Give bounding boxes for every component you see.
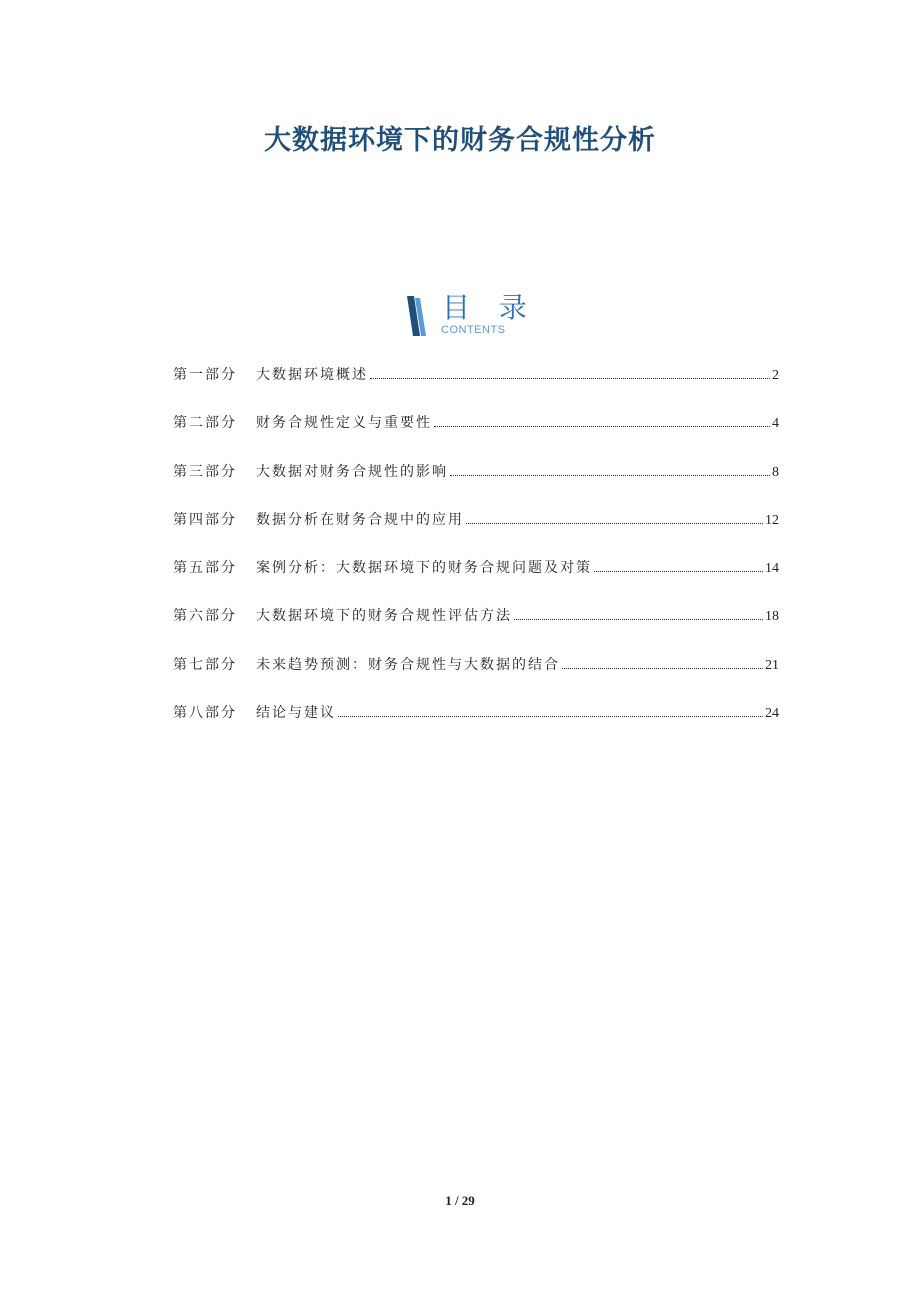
page-number-footer: 1 / 29 bbox=[445, 1193, 475, 1208]
toc-entry-title: 未来趋势预测：财务合规性与大数据的结合 bbox=[256, 656, 560, 673]
toc-page-number: 18 bbox=[765, 609, 779, 625]
toc-page-number: 24 bbox=[765, 706, 779, 722]
toc-entry-title: 财务合规性定义与重要性 bbox=[256, 415, 432, 432]
toc-entry-7[interactable] bbox=[173, 654, 779, 702]
toc-entry-1[interactable] bbox=[173, 364, 779, 412]
toc-page-number: 14 bbox=[765, 561, 779, 577]
toc-leader-dots bbox=[434, 425, 770, 427]
toc-entry-title: 结论与建议 bbox=[256, 705, 336, 722]
document-title: 大数据环境下的财务合规性分析 bbox=[264, 125, 656, 156]
toc-page-number: 4 bbox=[772, 416, 779, 432]
toc-leader-dots bbox=[450, 474, 770, 476]
toc-leader-dots bbox=[514, 618, 763, 620]
toc-entry-3[interactable] bbox=[173, 461, 779, 509]
toc-leader-dots bbox=[370, 377, 770, 379]
toc-part-label: 第一部分 bbox=[173, 367, 237, 383]
toc-leader-dots bbox=[594, 570, 763, 572]
toc-page-number: 21 bbox=[765, 657, 779, 673]
toc-entry-4[interactable] bbox=[173, 509, 779, 557]
toc-part-label: 第二部分 bbox=[173, 415, 237, 432]
toc-entry-6[interactable] bbox=[173, 605, 779, 653]
toc-entry-title: 案例分析：大数据环境下的财务合规问题及对策 bbox=[256, 560, 592, 577]
toc-list bbox=[173, 364, 779, 750]
toc-part-label: 第四部分 bbox=[173, 511, 237, 528]
toc-title: 目 录 bbox=[442, 291, 537, 324]
toc-part-label: 第六部分 bbox=[173, 608, 237, 625]
toc-heading bbox=[405, 292, 545, 340]
toc-entry-title: 大数据环境概述 bbox=[256, 367, 368, 383]
book-stripe-icon bbox=[405, 296, 437, 336]
toc-part-label: 第七部分 bbox=[173, 656, 237, 673]
toc-page-number: 12 bbox=[765, 512, 779, 528]
toc-leader-dots bbox=[466, 522, 763, 524]
toc-leader-dots bbox=[338, 715, 763, 717]
toc-leader-dots bbox=[562, 667, 763, 669]
toc-entry-title: 大数据对财务合规性的影响 bbox=[256, 463, 448, 480]
toc-entry-5[interactable] bbox=[173, 557, 779, 605]
toc-part-label: 第五部分 bbox=[173, 560, 237, 577]
toc-part-label: 第八部分 bbox=[173, 705, 237, 722]
toc-entry-2[interactable] bbox=[173, 412, 779, 460]
toc-page-number: 8 bbox=[772, 464, 779, 480]
toc-entry-8[interactable] bbox=[173, 702, 779, 750]
toc-page-number: 2 bbox=[772, 368, 779, 383]
toc-entry-title: 大数据环境下的财务合规性评估方法 bbox=[256, 608, 512, 625]
toc-entry-title: 数据分析在财务合规中的应用 bbox=[256, 511, 464, 528]
toc-subtitle: CONTENTS bbox=[441, 324, 506, 336]
toc-part-label: 第三部分 bbox=[173, 463, 237, 480]
